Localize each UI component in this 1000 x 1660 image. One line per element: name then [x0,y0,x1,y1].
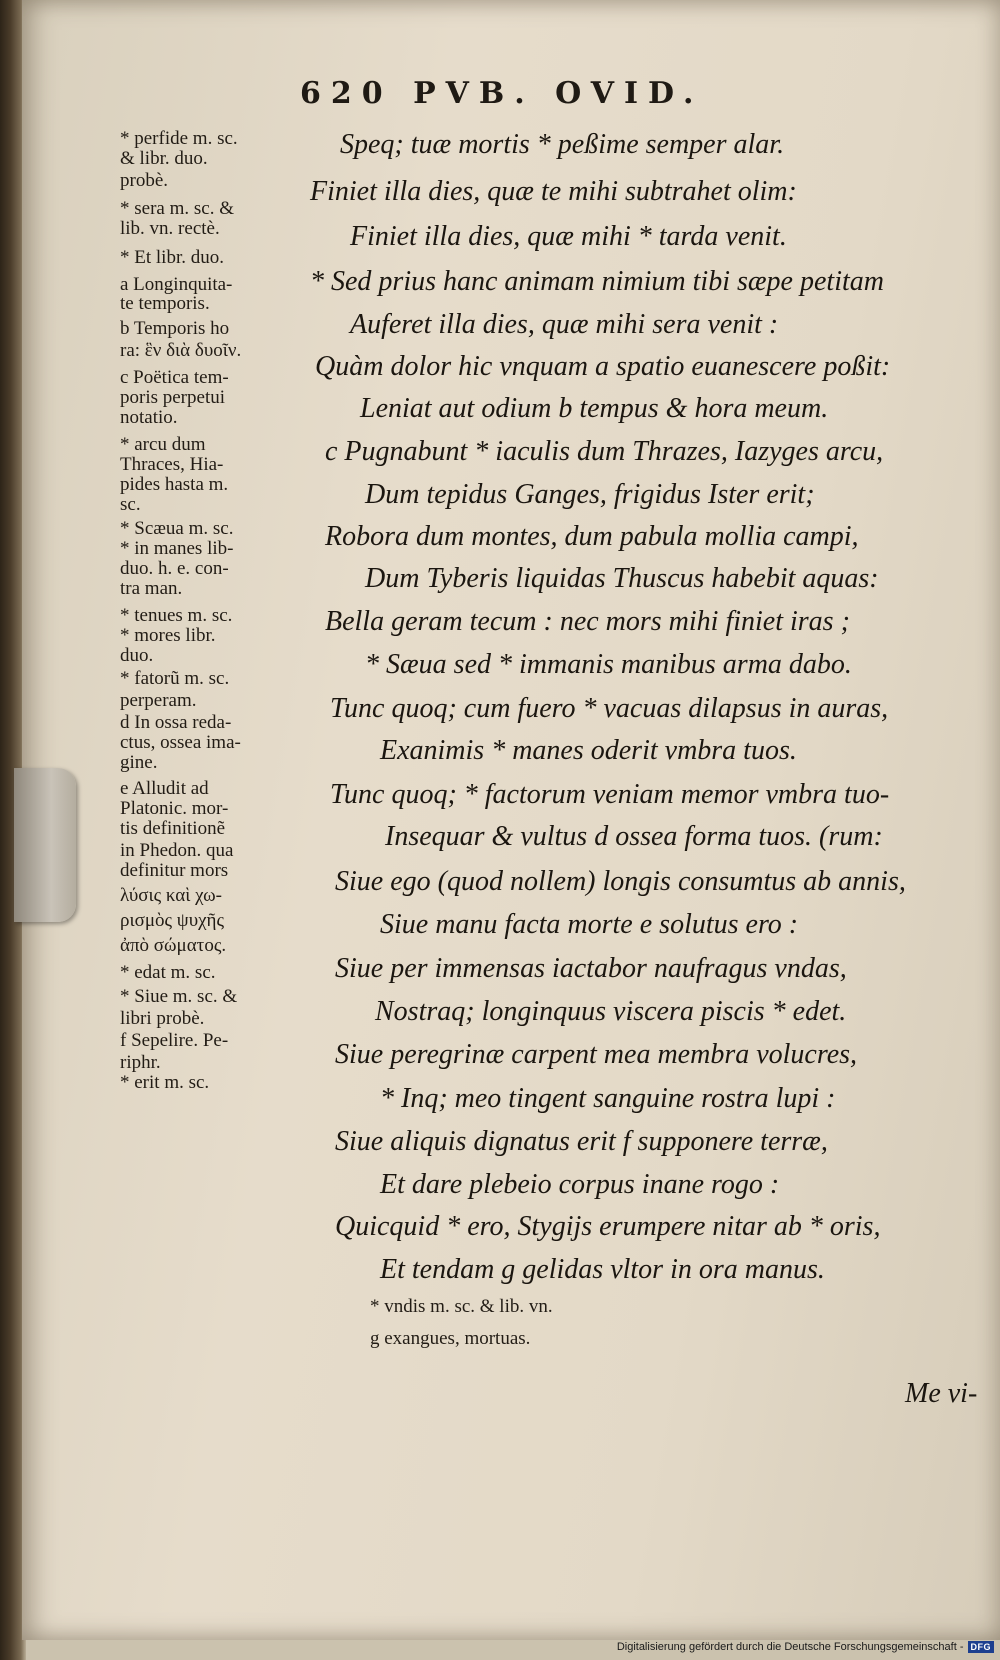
margin-note: ra: ἓν διὰ δυοῖν. [120,340,242,361]
verse-line: Siue manu facta morte e solutus ero : [380,909,799,940]
margin-note: * sera m. sc. & [120,198,234,219]
margin-note: * Siue m. sc. & [120,986,238,1007]
bookmark-tab [14,768,76,922]
margin-note: d In ossa reda- [120,712,232,733]
verse-line: * Sæua sed * immanis manibus arma dabo. [365,649,852,680]
margin-note: sc. [120,494,141,515]
margin-note: * erit m. sc. [120,1072,210,1093]
verse-line: Bella geram tecum : nec mors mihi finiet iras ; [325,606,850,637]
margin-note: * tenues m. sc. [120,605,233,626]
margin-note: ctus, ossea ima- [120,732,241,753]
margin-note: duo. h. e. con- [120,558,229,579]
margin-note: & libr. duo. [120,148,208,169]
margin-note: * in manes lib- [120,538,234,559]
margin-note: poris perpetui [120,387,226,408]
margin-note: lib. vn. rectè. [120,218,220,239]
verse-line: Siue per immensas iactabor naufragus vndas, [335,953,847,984]
credit-text: Digitalisierung gefördert durch die Deutsche Forschungsgemeinschaft - [616,1641,964,1653]
verse-line: Finiet illa dies, quæ te mihi subtrahet olim: [310,176,797,207]
verse-line: c Pugnabunt * iaculis dum Thrazes, Iazyges arcu, [325,436,884,467]
verse-line: Siue ego (quod nollem) longis consumtus ab annis, [335,866,906,897]
verse-line: Robora dum montes, dum pabula mollia campi, [325,521,859,552]
margin-note: a Longinquita- [120,274,233,295]
margin-note: ἀπὸ σώματος. [120,935,227,956]
verse-line: Speq; tuæ mortis * peßime semper alar. [340,129,785,160]
margin-note: pides hasta m. [120,474,229,495]
margin-note: λύσις καὶ χω- [120,885,222,906]
margin-note: * perfide m. sc. [120,128,238,149]
verse-line: Quicquid * ero, Stygijs erumpere nitar ab * oris, [335,1211,881,1242]
verse-line: Quàm dolor hic vnquam a spatio euanescere poßit: [315,351,891,382]
margin-note: * fatorũ m. sc. [120,668,230,689]
margin-note: * Scæua m. sc. [120,518,234,539]
digitization-credit [617,1638,994,1656]
margin-note: notatio. [120,407,178,428]
footnote: * vndis m. sc. & lib. vn. [370,1296,553,1317]
verse-line: Finiet illa dies, quæ mihi * tarda venit. [350,221,787,252]
margin-note: definitur mors [120,860,229,881]
running-head: 620 PVB. OVID. [300,76,704,111]
verse-line: Siue aliquis dignatus erit f supponere terræ, [335,1126,828,1157]
margin-note: Thraces, Hia- [120,454,224,475]
margin-note: probè. [120,170,169,191]
margin-note: duo. [120,645,154,666]
verse-line: Leniat aut odium b tempus & hora meum. [360,393,829,424]
verse-line: Auferet illa dies, quæ mihi sera venit : [350,309,779,340]
catchword: Me vi- [905,1378,978,1409]
margin-note: b Temporis ho [120,318,230,339]
verse-line: Nostraq; longinquus viscera piscis * edet. [375,996,847,1027]
verse-line: Et dare plebeio corpus inane rogo : [380,1169,780,1200]
verse-line: * Inq; meo tingent sanguine rostra lupi : [380,1083,836,1114]
margin-note: tra man. [120,578,183,599]
verse-line: Insequar & vultus d ossea forma tuos. (rum: [385,821,883,852]
margin-note: e Alludit ad [120,778,209,799]
margin-note: * arcu dum [120,434,206,455]
margin-note: * mores libr. [120,625,216,646]
margin-note: tis definitionẽ [120,818,226,839]
margin-note: f Sepelire. Pe- [120,1030,229,1051]
margin-note: riphr. [120,1052,161,1073]
margin-note: libri probè. [120,1008,205,1029]
verse-line: Tunc quoq; cum fuero * vacuas dilapsus in auras, [330,693,889,724]
margin-note: in Phedon. qua [120,840,234,861]
margin-note: ρισμὸς ψυχῆς [120,910,224,931]
verse-line: Dum Tyberis liquidas Thuscus habebit aquas: [365,563,879,594]
margin-note: Platonic. mor- [120,798,229,819]
verse-line: * Sed prius hanc animam nimium tibi sæpe petitam [310,266,884,297]
verse-line: Siue peregrinæ carpent mea membra volucres, [335,1039,858,1070]
verse-line: Dum tepidus Ganges, frigidus Ister erit; [365,479,815,510]
margin-note: * Et libr. duo. [120,247,224,268]
margin-note: c Poëtica tem- [120,367,229,388]
margin-note: gine. [120,752,158,773]
margin-note: * edat m. sc. [120,962,216,983]
verse-line: Et tendam g gelidas vltor in ora manus. [380,1254,825,1285]
margin-note: te temporis. [120,293,210,314]
dfg-logo: DFG [968,1641,995,1653]
verse-line: Tunc quoq; * factorum veniam memor vmbra tuo- [330,779,890,810]
margin-note: perperam. [120,690,197,711]
verse-line: Exanimis * manes oderit vmbra tuos. [380,735,797,766]
footnote: g exangues, mortuas. [370,1328,531,1349]
